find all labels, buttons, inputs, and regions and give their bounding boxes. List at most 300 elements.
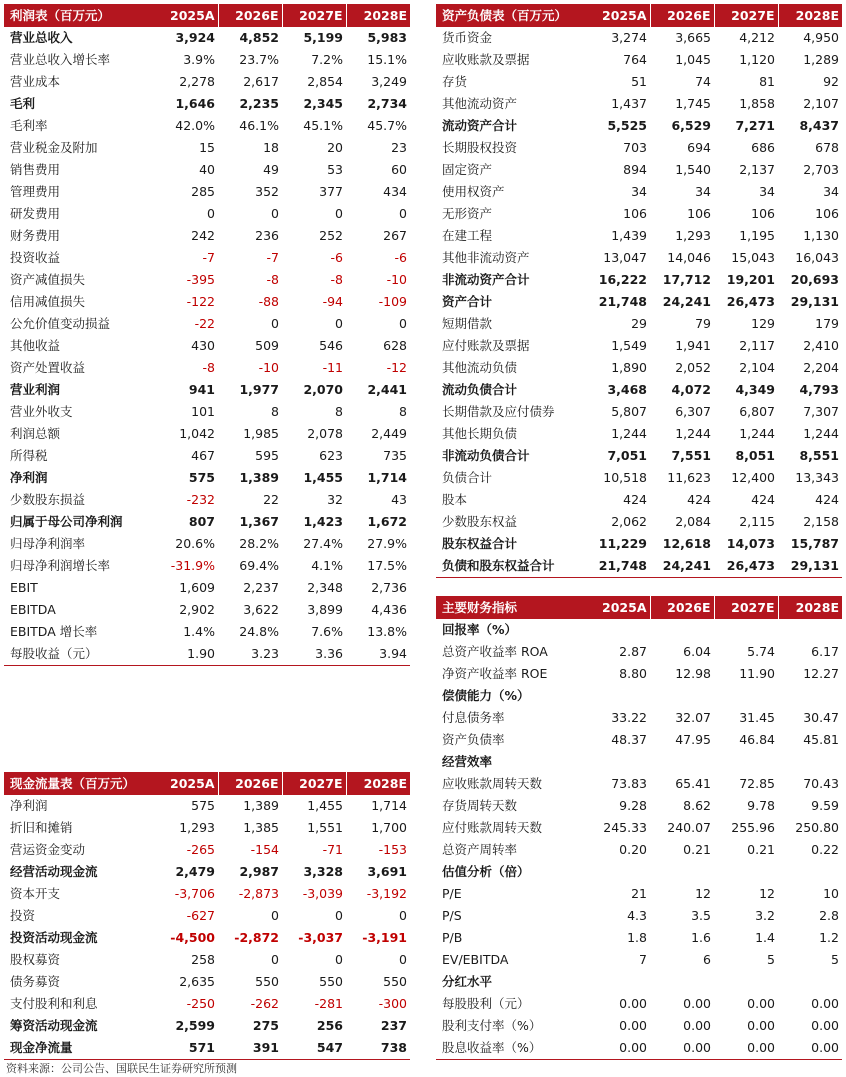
cell-value: 3,622: [243, 602, 279, 617]
row-label: 估值分析（倍）: [442, 864, 530, 879]
cell-value: [714, 971, 778, 993]
cell-value: 29: [631, 316, 647, 331]
table-title: 现金流量表（百万元）: [4, 772, 154, 795]
cell-value: 764: [623, 52, 647, 67]
cell-value: 575: [188, 470, 215, 485]
section-row: [436, 971, 842, 993]
row-label: 少数股东权益: [442, 514, 518, 529]
year-header: 2028E: [346, 772, 410, 795]
cell-value: 1,244: [803, 426, 839, 441]
table-row: [436, 313, 842, 335]
cell-value: 252: [319, 228, 343, 243]
table-row: [436, 707, 842, 729]
cell-value: 27.9%: [367, 536, 407, 551]
cell-value: 19,201: [726, 272, 775, 287]
table-row: [4, 379, 410, 401]
table-row: [436, 49, 842, 71]
section-row: [436, 685, 842, 707]
cell-value: -8: [330, 272, 343, 287]
cell-value: 20: [327, 140, 343, 155]
cell-value: 595: [255, 448, 279, 463]
cell-value: 550: [255, 974, 279, 989]
cell-value: 2,237: [243, 580, 279, 595]
cell-value: 42.0%: [175, 118, 215, 133]
row-label: 公允价值变动损益: [10, 316, 111, 331]
table-row: [4, 203, 410, 225]
cell-value: -265: [186, 842, 215, 857]
cell-value: 1,130: [803, 228, 839, 243]
cell-value: [650, 685, 714, 707]
cell-value: -10: [386, 272, 407, 287]
row-label: 营业外收支: [10, 404, 73, 419]
cell-value: 1,672: [367, 514, 407, 529]
cell-value: 45.7%: [367, 118, 407, 133]
cell-value: 434: [383, 184, 407, 199]
cell-value: 0.00: [747, 1018, 775, 1033]
cell-value: 14,073: [726, 536, 775, 551]
cell-value: 547: [282, 1037, 346, 1060]
cell-value: 28.2%: [239, 536, 279, 551]
cell-value: 34: [631, 184, 647, 199]
cell-value: 546: [319, 338, 343, 353]
cell-value: 17.5%: [367, 558, 407, 573]
row-label: 资产合计: [442, 294, 493, 309]
table-row: [4, 883, 410, 905]
row-label: 长期股权投资: [442, 140, 518, 155]
cell-value: 45.1%: [303, 118, 343, 133]
row-label: 负债和股东权益合计: [436, 555, 586, 578]
table-row: [436, 269, 842, 291]
table-row: [4, 423, 410, 445]
cell-value: 8,051: [735, 448, 775, 463]
cell-value: 106: [687, 206, 711, 221]
cell-value: 2,617: [243, 74, 279, 89]
row-label: 分红水平: [442, 974, 493, 989]
cell-value: 3,328: [303, 864, 343, 879]
year-header: 2027E: [714, 596, 778, 619]
table-row: [4, 313, 410, 335]
cashflow-statement-table: [4, 772, 410, 1060]
cell-value: 12,618: [662, 536, 711, 551]
table-row: [436, 159, 842, 181]
row-label: 债务募资: [10, 974, 61, 989]
row-label: 存货周转天数: [442, 798, 518, 813]
cell-value: 1,437: [611, 96, 647, 111]
cell-value: 0.00: [747, 996, 775, 1011]
cell-value: 21,748: [598, 294, 647, 309]
cell-value: -109: [378, 294, 407, 309]
cell-value: 0.00: [619, 996, 647, 1011]
cell-value: 1,985: [243, 426, 279, 441]
cell-value: 0.00: [778, 1037, 842, 1060]
cell-value: 1,439: [611, 228, 647, 243]
table-title: 资产负债表（百万元）: [436, 4, 586, 27]
table-row: [436, 905, 842, 927]
cell-value: 2,734: [367, 96, 407, 111]
cell-value: 2,599: [175, 1018, 215, 1033]
row-label: 在建工程: [442, 228, 493, 243]
cell-value: 27.4%: [303, 536, 343, 551]
row-label: 归属于母公司净利润: [10, 514, 123, 529]
cell-value: 106: [623, 206, 647, 221]
cell-value: 8.80: [619, 666, 647, 681]
cell-value: -31.9%: [170, 558, 215, 573]
cell-value: 0: [271, 316, 279, 331]
table-row: [4, 159, 410, 181]
cell-value: 1,389: [239, 470, 279, 485]
row-label: 其他非流动资产: [442, 250, 530, 265]
cell-value: [778, 619, 842, 641]
cell-value: 34: [695, 184, 711, 199]
cell-value: 1,890: [611, 360, 647, 375]
cell-value: 7,271: [735, 118, 775, 133]
cell-value: 21,748: [586, 555, 650, 578]
row-label: EBIT: [10, 580, 38, 595]
cell-value: 0: [335, 908, 343, 923]
table-row: [4, 291, 410, 313]
cell-value: 70.43: [803, 776, 839, 791]
cell-value: -3,192: [366, 886, 407, 901]
cell-value: 9.59: [811, 798, 839, 813]
table-row: [436, 883, 842, 905]
row-label: 非流动负债合计: [442, 448, 530, 463]
table-row: [436, 467, 842, 489]
cell-value: 0: [271, 206, 279, 221]
cell-value: 424: [751, 492, 775, 507]
row-label: 净资产收益率 ROE: [442, 666, 548, 681]
cell-value: 236: [255, 228, 279, 243]
cell-value: 3,691: [367, 864, 407, 879]
cell-value: 72.85: [739, 776, 775, 791]
cell-value: [778, 861, 842, 883]
cell-value: 1,551: [307, 820, 343, 835]
cell-value: 21: [631, 886, 647, 901]
cell-value: 1.90: [154, 643, 218, 666]
cell-value: 40: [199, 162, 215, 177]
cell-value: 20,693: [790, 272, 839, 287]
cell-value: 14,046: [667, 250, 711, 265]
table-row: [436, 357, 842, 379]
cell-value: 8: [335, 404, 343, 419]
row-label: 资产减值损失: [10, 272, 86, 287]
row-label: 现金净流量: [4, 1037, 154, 1060]
cell-value: 1,714: [367, 470, 407, 485]
cell-value: [586, 619, 650, 641]
cell-value: 6,807: [739, 404, 775, 419]
cell-value: 941: [188, 382, 215, 397]
cell-value: 250.80: [795, 820, 839, 835]
cell-value: [778, 685, 842, 707]
row-label: 营业成本: [10, 74, 61, 89]
cell-value: 46.1%: [239, 118, 279, 133]
table-header-row: [4, 4, 410, 27]
row-label: 回报率（%）: [442, 622, 518, 637]
row-label: 应收账款及票据: [442, 52, 530, 67]
table-row: [436, 93, 842, 115]
cell-value: 22: [263, 492, 279, 507]
cell-value: 424: [687, 492, 711, 507]
cell-value: 53: [327, 162, 343, 177]
cell-value: 43: [391, 492, 407, 507]
cell-value: -232: [186, 492, 215, 507]
cell-value: -8: [202, 360, 215, 375]
row-label: 应付账款周转天数: [442, 820, 543, 835]
cell-value: 240.07: [667, 820, 711, 835]
cell-value: 0.00: [619, 1018, 647, 1033]
row-label: 营业总收入: [10, 30, 73, 45]
cell-value: 1,700: [371, 820, 407, 835]
cell-value: 34: [823, 184, 839, 199]
row-label: 总资产周转率: [442, 842, 518, 857]
cell-value: -4,500: [170, 930, 215, 945]
row-label: 长期借款及应付债券: [442, 404, 555, 419]
cell-value: 8,437: [799, 118, 839, 133]
cell-value: 391: [218, 1037, 282, 1060]
cell-value: 4,793: [799, 382, 839, 397]
cell-value: 2,449: [371, 426, 407, 441]
cell-value: 2,278: [179, 74, 215, 89]
cell-value: 285: [191, 184, 215, 199]
cell-value: 11,229: [598, 536, 647, 551]
table-row: [4, 839, 410, 861]
row-label: 研发费用: [10, 206, 61, 221]
table-row: [436, 335, 842, 357]
cell-value: -250: [186, 996, 215, 1011]
cell-value: 23.7%: [239, 52, 279, 67]
cell-value: 1.8: [627, 930, 647, 945]
row-label: 非流动资产合计: [442, 272, 530, 287]
year-header: 2026E: [218, 4, 282, 27]
cell-value: -153: [378, 842, 407, 857]
cell-value: 16,043: [795, 250, 839, 265]
cell-value: 17,712: [662, 272, 711, 287]
row-label: 资本开支: [10, 886, 61, 901]
cell-value: 23: [391, 140, 407, 155]
cell-value: 7.2%: [311, 52, 343, 67]
table-row: [436, 1015, 842, 1037]
row-label: 付息债务率: [442, 710, 505, 725]
cell-value: -7: [202, 250, 215, 265]
cell-value: 0.00: [586, 1037, 650, 1060]
table-header-row: [4, 772, 410, 795]
cell-value: 738: [346, 1037, 410, 1060]
cell-value: 30.47: [803, 710, 839, 725]
row-label: 净利润: [10, 470, 48, 485]
cell-value: 3.94: [346, 643, 410, 666]
cell-value: 0.00: [811, 996, 839, 1011]
cell-value: 3,665: [675, 30, 711, 45]
cell-value: 424: [623, 492, 647, 507]
table-row: [4, 27, 410, 49]
cell-value: 2,235: [239, 96, 279, 111]
table-row: [436, 445, 842, 467]
section-row: [436, 751, 842, 773]
cell-value: 15,043: [731, 250, 775, 265]
cell-value: 3,924: [175, 30, 215, 45]
row-label: 股息收益率（%）: [436, 1037, 586, 1060]
cell-value: 1,120: [739, 52, 775, 67]
table-title: 利润表（百万元）: [4, 4, 154, 27]
row-label: 净利润: [10, 798, 48, 813]
cell-value: 1,977: [239, 382, 279, 397]
cell-value: 0.00: [714, 1037, 778, 1060]
cell-value: 5: [831, 952, 839, 967]
cell-value: 571: [154, 1037, 218, 1060]
row-label: 存货: [442, 74, 468, 89]
cell-value: 9.78: [747, 798, 775, 813]
cell-value: -300: [378, 996, 407, 1011]
row-label: 短期借款: [442, 316, 493, 331]
cell-value: 4,349: [735, 382, 775, 397]
table-row: [436, 203, 842, 225]
year-header: 2026E: [218, 772, 282, 795]
cell-value: -2,873: [238, 886, 279, 901]
cell-value: 2,084: [675, 514, 711, 529]
row-label: EBITDA 增长率: [10, 624, 98, 639]
table-row: [436, 379, 842, 401]
row-label: P/B: [442, 930, 463, 945]
row-label: 营运资金变动: [10, 842, 86, 857]
cell-value: 20.6%: [175, 536, 215, 551]
row-label: 应收账款周转天数: [442, 776, 543, 791]
table-row: [4, 993, 410, 1015]
cell-value: 245.33: [603, 820, 647, 835]
section-row: [436, 861, 842, 883]
cell-value: 4,950: [803, 30, 839, 45]
cell-value: 5,807: [611, 404, 647, 419]
cell-value: 13,343: [795, 470, 839, 485]
cell-value: 3.2: [755, 908, 775, 923]
cell-value: 5,199: [303, 30, 343, 45]
cell-value: 12: [695, 886, 711, 901]
row-label: 每股股利（元）: [442, 996, 530, 1011]
row-label: 所得税: [10, 448, 48, 463]
cell-value: 15,787: [790, 536, 839, 551]
cell-value: 0: [399, 952, 407, 967]
cell-value: 0.21: [683, 842, 711, 857]
cell-value: 4,072: [671, 382, 711, 397]
cell-value: 1,455: [307, 798, 343, 813]
cell-value: [714, 619, 778, 641]
cell-value: 703: [623, 140, 647, 155]
cell-value: 1.4: [755, 930, 775, 945]
year-header: 2025A: [586, 596, 650, 619]
cell-value: [714, 685, 778, 707]
table-row: [4, 137, 410, 159]
cell-value: 4.1%: [311, 558, 343, 573]
cell-value: 0.00: [683, 996, 711, 1011]
table-row: [4, 93, 410, 115]
cell-value: 0.22: [811, 842, 839, 857]
cell-value: 1,858: [739, 96, 775, 111]
cell-value: [650, 861, 714, 883]
cell-value: 29,131: [778, 555, 842, 578]
table-row: [4, 1037, 410, 1060]
table-row: [436, 641, 842, 663]
row-label: 负债合计: [442, 470, 493, 485]
table-row: [4, 599, 410, 621]
row-label: 利润总额: [10, 426, 61, 441]
row-label: 财务费用: [10, 228, 61, 243]
row-label: 投资收益: [10, 250, 61, 265]
year-header: 2026E: [650, 596, 714, 619]
cell-value: 12,400: [731, 470, 775, 485]
table-row: [4, 555, 410, 577]
cell-value: 65.41: [675, 776, 711, 791]
cell-value: [586, 861, 650, 883]
cell-value: 33.22: [611, 710, 647, 725]
cell-value: [586, 751, 650, 773]
cell-value: 8: [399, 404, 407, 419]
cell-value: 2,107: [803, 96, 839, 111]
cell-value: 74: [695, 74, 711, 89]
cell-value: 7,307: [803, 404, 839, 419]
table-row: [436, 817, 842, 839]
cell-value: 26,473: [714, 555, 778, 578]
cell-value: 48.37: [611, 732, 647, 747]
cell-value: 34: [759, 184, 775, 199]
table-row: [4, 467, 410, 489]
row-label: 其他收益: [10, 338, 61, 353]
cell-value: 24,241: [650, 555, 714, 578]
row-label: EBITDA: [10, 602, 56, 617]
cell-value: 3,274: [611, 30, 647, 45]
cell-value: -6: [394, 250, 407, 265]
cell-value: 11,623: [667, 470, 711, 485]
cell-value: 3.36: [282, 643, 346, 666]
cell-value: 51: [631, 74, 647, 89]
cell-value: -3,191: [362, 930, 407, 945]
cell-value: -262: [250, 996, 279, 1011]
table-row: [436, 489, 842, 511]
cell-value: 26,473: [726, 294, 775, 309]
income-statement-table: [4, 4, 410, 666]
cell-value: 3,468: [607, 382, 647, 397]
cell-value: 46.84: [739, 732, 775, 747]
table-row: [436, 949, 842, 971]
cell-value: 2,117: [739, 338, 775, 353]
table-title: 主要财务指标: [436, 596, 586, 619]
table-row: [4, 795, 410, 817]
year-header: 2028E: [778, 596, 842, 619]
row-label: 固定资产: [442, 162, 493, 177]
cell-value: 2,479: [175, 864, 215, 879]
cell-value: 1,646: [175, 96, 215, 111]
cell-value: -8: [266, 272, 279, 287]
cell-value: 2,410: [803, 338, 839, 353]
row-label: 流动资产合计: [442, 118, 518, 133]
table-row: [4, 489, 410, 511]
cell-value: -22: [194, 316, 215, 331]
cell-value: -122: [186, 294, 215, 309]
cell-value: 2,703: [803, 162, 839, 177]
row-label: 经营效率: [442, 754, 493, 769]
cell-value: 1,385: [243, 820, 279, 835]
row-label: P/S: [442, 908, 462, 923]
cell-value: 0.00: [811, 1018, 839, 1033]
table-row: [4, 49, 410, 71]
cell-value: 267: [383, 228, 407, 243]
cell-value: 1,045: [675, 52, 711, 67]
year-header: 2028E: [778, 4, 842, 27]
row-label: 股权募资: [10, 952, 61, 967]
cell-value: 18: [263, 140, 279, 155]
row-label: 资产处置收益: [10, 360, 86, 375]
balance-sheet-table: [436, 4, 842, 578]
cell-value: 3.5: [691, 908, 711, 923]
cell-value: 47.95: [675, 732, 711, 747]
row-label: 其他流动负债: [442, 360, 518, 375]
